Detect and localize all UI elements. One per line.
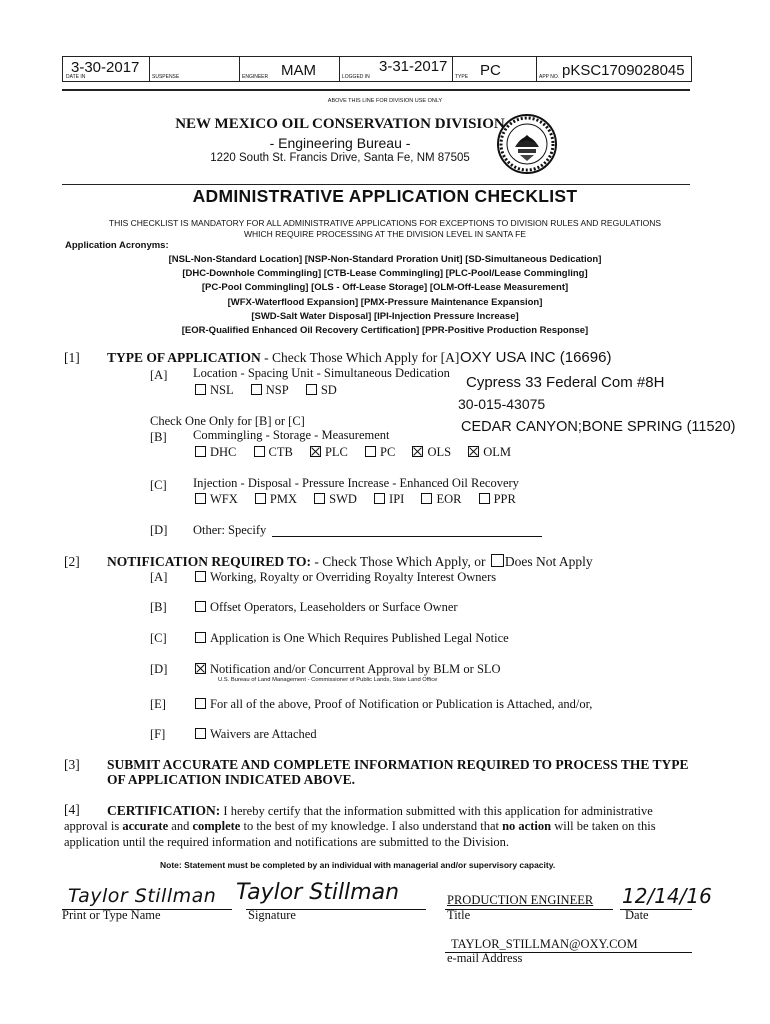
- logged-in-value: 3-31-2017: [379, 58, 448, 75]
- section1-a-text: Location - Spacing Unit - Simultaneous Dedication: [193, 366, 450, 380]
- title-line[interactable]: [445, 909, 613, 910]
- dhc-label: DHC: [210, 445, 237, 459]
- ipi-label: IPI: [389, 492, 405, 506]
- wfx-checkbox[interactable]: [195, 493, 206, 504]
- pool-name: CEDAR CANYON;BONE SPRING (11520): [461, 419, 736, 435]
- eor-label: EOR: [436, 492, 462, 506]
- acronym-line-4: [WFX-Waterflood Expansion] [PMX-Pressure Maintenance Expansion]: [227, 297, 543, 308]
- date-value: 12/14/16: [622, 884, 712, 908]
- section1-heading: TYPE OF APPLICATION: [107, 350, 261, 365]
- engineer-label: ENGINEER: [242, 74, 269, 80]
- notice-f-row: [195, 727, 317, 742]
- ctb-label: CTB: [268, 445, 293, 459]
- pmx-label: PMX: [269, 492, 297, 506]
- mandatory-line-2: WHICH REQUIRE PROCESSING AT THE DIVISION LEVEL IN SANTA FE: [244, 229, 526, 239]
- plc-label: PLC: [324, 445, 348, 459]
- notice-f-text: Waivers are Attached: [210, 727, 317, 741]
- section1-number: [1]: [64, 350, 80, 365]
- suspense-cell: [149, 57, 240, 81]
- pc-label: PC: [380, 445, 396, 459]
- agency-name: NEW MEXICO OIL CONSERVATION DIVISION: [175, 116, 505, 132]
- acronym-line-6: [EOR-Qualified Enhanced Oil Recovery Certification] [PPR-Positive Production Response]: [181, 325, 589, 336]
- cert-text-c: and: [171, 819, 190, 833]
- notice-e-row: [195, 697, 592, 712]
- section1-d-text: Other: Specify: [193, 523, 267, 537]
- section3-number: [3]: [64, 757, 80, 772]
- app-no-cell: [536, 57, 691, 81]
- notice-c-checkbox[interactable]: [195, 632, 206, 643]
- does-not-apply-label: Does Not Apply: [504, 554, 593, 569]
- app-no-value: pKSC1709028045: [562, 62, 685, 79]
- section1-b-options: [195, 445, 525, 460]
- logged-in-cell: [339, 57, 453, 81]
- wfx-label: WFX: [210, 492, 238, 506]
- cert-text-g: will be taken on this: [554, 819, 656, 833]
- notice-c-row: [195, 631, 509, 646]
- title-rule: [62, 184, 690, 185]
- swd-label: SWD: [329, 492, 357, 506]
- type-label: TYPE: [455, 74, 469, 80]
- acronym-line-2: [DHC-Downhole Commingling] [CTB-Lease Commingling] [PLC-Pool/Lease Commingling]: [182, 268, 588, 279]
- section1-d-label: [D]: [150, 523, 168, 537]
- notice-d-text: Notification and/or Concurrent Approval by BLM or SLO: [210, 662, 501, 676]
- date-in-label: DATE IN: [66, 74, 86, 80]
- swd-checkbox[interactable]: [314, 493, 325, 504]
- engineer-value: MAM: [281, 62, 316, 79]
- notice-a-text: Working, Royalty or Overriding Royalty Interest Owners: [210, 570, 497, 584]
- ppr-checkbox[interactable]: [479, 493, 490, 504]
- email-value: TAYLOR_STILLMAN@OXY.COM: [451, 937, 638, 951]
- logged-in-label: LOGGED IN: [342, 74, 370, 80]
- signature-label: Signature: [248, 908, 296, 922]
- sd-checkbox[interactable]: [306, 384, 317, 395]
- agency-bureau: - Engineering Bureau -: [269, 135, 411, 151]
- notice-b-checkbox[interactable]: [195, 601, 206, 612]
- olm-checkbox[interactable]: [468, 446, 479, 457]
- does-not-apply-checkbox[interactable]: [491, 554, 504, 567]
- notice-a-label: [A]: [150, 570, 168, 584]
- notice-d-subtext: U.S. Bureau of Land Management - Commissioner of Public Lands, State Land Office: [218, 677, 438, 683]
- notice-b-row: [195, 600, 458, 615]
- acronym-line-5: [SWD-Salt Water Disposal] [IPI-Injection Pressure Increase]: [251, 311, 519, 322]
- ipi-checkbox[interactable]: [374, 493, 385, 504]
- type-cell: [452, 57, 537, 81]
- section1-heading-line: [107, 350, 459, 366]
- section3-line-1: SUBMIT ACCURATE AND COMPLETE INFORMATION REQUIRED TO PROCESS THE TYPE: [107, 757, 689, 772]
- division-line: [62, 89, 690, 91]
- app-no-label: APP NO.: [539, 74, 560, 80]
- notice-c-text: Application is One Which Requires Published Legal Notice: [210, 631, 509, 645]
- section2-heading-rest: - Check Those Which Apply, or: [314, 554, 486, 569]
- office-use-box: [62, 56, 692, 82]
- notice-b-label: [B]: [150, 600, 167, 614]
- agency-address: 1220 South St. Francis Drive, Santa Fe, NM 87505: [210, 152, 470, 164]
- check-one-note: Check One Only for [B] or [C]: [150, 414, 305, 428]
- section2-number: [2]: [64, 554, 80, 569]
- notice-a-checkbox[interactable]: [195, 571, 206, 582]
- section1-a-label: [A]: [150, 368, 168, 382]
- notice-e-checkbox[interactable]: [195, 698, 206, 709]
- dhc-checkbox[interactable]: [195, 446, 206, 457]
- suspense-label: SUSPENSE: [152, 74, 180, 80]
- cert-complete: complete: [192, 819, 241, 833]
- date-in-cell: [63, 57, 150, 81]
- notice-c-label: [C]: [150, 631, 167, 645]
- section2-heading-line: [107, 554, 593, 570]
- nsl-label: NSL: [210, 383, 234, 397]
- nsp-label: NSP: [265, 383, 289, 397]
- nsp-checkbox[interactable]: [251, 384, 262, 395]
- api-number: 30-015-43075: [458, 396, 546, 412]
- section1-c-text: Injection - Disposal - Pressure Increase - Enhanced Oil Recovery: [193, 476, 519, 490]
- olm-label: OLM: [483, 445, 511, 459]
- notice-f-checkbox[interactable]: [195, 728, 206, 739]
- section4-number: [4]: [64, 802, 80, 817]
- date-in-value: 3-30-2017: [71, 59, 140, 76]
- cert-accurate: accurate: [122, 819, 169, 833]
- title-value: PRODUCTION ENGINEER: [447, 893, 594, 907]
- section3-line-2: OF APPLICATION INDICATED ABOVE.: [107, 772, 356, 787]
- acronyms-heading: Application Acronyms:: [65, 240, 169, 251]
- division-use-only: ABOVE THIS LINE FOR DIVISION USE ONLY: [327, 98, 443, 104]
- well-name: Cypress 33 Federal Com #8H: [466, 374, 665, 391]
- title-label: Title: [447, 908, 471, 922]
- ctb-checkbox[interactable]: [254, 446, 265, 457]
- eor-checkbox[interactable]: [421, 493, 432, 504]
- section1-c-options: [195, 492, 530, 507]
- pmx-checkbox[interactable]: [255, 493, 266, 504]
- engineer-cell: [239, 57, 340, 81]
- ols-checkbox[interactable]: [412, 446, 423, 457]
- sd-label: SD: [320, 383, 337, 397]
- certification-line-1: [107, 803, 653, 819]
- cert-text-a: approval is: [64, 819, 120, 833]
- section2-heading: NOTIFICATION REQUIRED TO:: [107, 554, 312, 569]
- acronym-line-1: [NSL-Non-Standard Location] [NSP-Non-Standard Proration Unit] [SD-Simultaneous Dedication]: [168, 254, 602, 265]
- section1-a-options: [195, 383, 351, 398]
- certification-heading: CERTIFICATION:: [107, 803, 221, 818]
- notice-b-text: Offset Operators, Leaseholders or Surface Owner: [210, 600, 458, 614]
- ols-label: OLS: [427, 445, 452, 459]
- acronym-line-3: [PC-Pool Commingling] [OLS - Off-Lease Storage] [OLM-Off-Lease Measurement]: [201, 282, 569, 293]
- page-title: ADMINISTRATIVE APPLICATION CHECKLIST: [192, 186, 578, 206]
- signature-value: Taylor Stillman: [236, 880, 400, 905]
- notice-f-label: [F]: [150, 727, 166, 741]
- supervisory-note: Note: Statement must be completed by an individual with managerial and/or supervisory capacity.: [160, 860, 556, 870]
- section1-heading-rest: - Check Those Which Apply for [A]: [264, 350, 460, 365]
- notice-e-label: [E]: [150, 697, 166, 711]
- print-name-label: Print or Type Name: [62, 908, 161, 922]
- section1-b-text: Commingling - Storage - Measurement: [193, 428, 390, 442]
- other-specify-field[interactable]: [272, 536, 542, 537]
- notice-d-row: [195, 662, 501, 677]
- section1-c-label: [C]: [150, 478, 167, 492]
- print-name-value: Taylor Stillman: [68, 885, 217, 907]
- notice-a-row: [195, 570, 496, 585]
- plc-checkbox[interactable]: [310, 446, 321, 457]
- pc-checkbox[interactable]: [365, 446, 376, 457]
- nsl-checkbox[interactable]: [195, 384, 206, 395]
- certification-text-1: I hereby certify that the information submitted with this application for administrative: [223, 804, 653, 818]
- notice-d-label: [D]: [150, 662, 168, 676]
- notice-e-text: For all of the above, Proof of Notification or Publication is Attached, and/or,: [210, 697, 593, 711]
- cert-no-action: no action: [502, 819, 552, 833]
- date-label: Date: [625, 908, 649, 922]
- section1-b-label: [B]: [150, 430, 167, 444]
- email-label: e-mail Address: [447, 951, 523, 965]
- mandatory-line-1: THIS CHECKLIST IS MANDATORY FOR ALL ADMINISTRATIVE APPLICATIONS FOR EXCEPTIONS TO DIVISION RULES AND REGULATIONS: [108, 218, 662, 228]
- state-seal-logo: [496, 113, 558, 175]
- ppr-label: PPR: [493, 492, 516, 506]
- certification-line-3: application until the required information and notifications are submitted to the Division.: [64, 835, 510, 849]
- cert-text-e: to the best of my knowledge. I also understand that: [243, 819, 499, 833]
- notice-d-checkbox[interactable]: [195, 663, 206, 674]
- type-value: PC: [480, 62, 501, 79]
- certification-line-2: [64, 819, 656, 834]
- operator-name: OXY USA INC (16696): [460, 349, 612, 366]
